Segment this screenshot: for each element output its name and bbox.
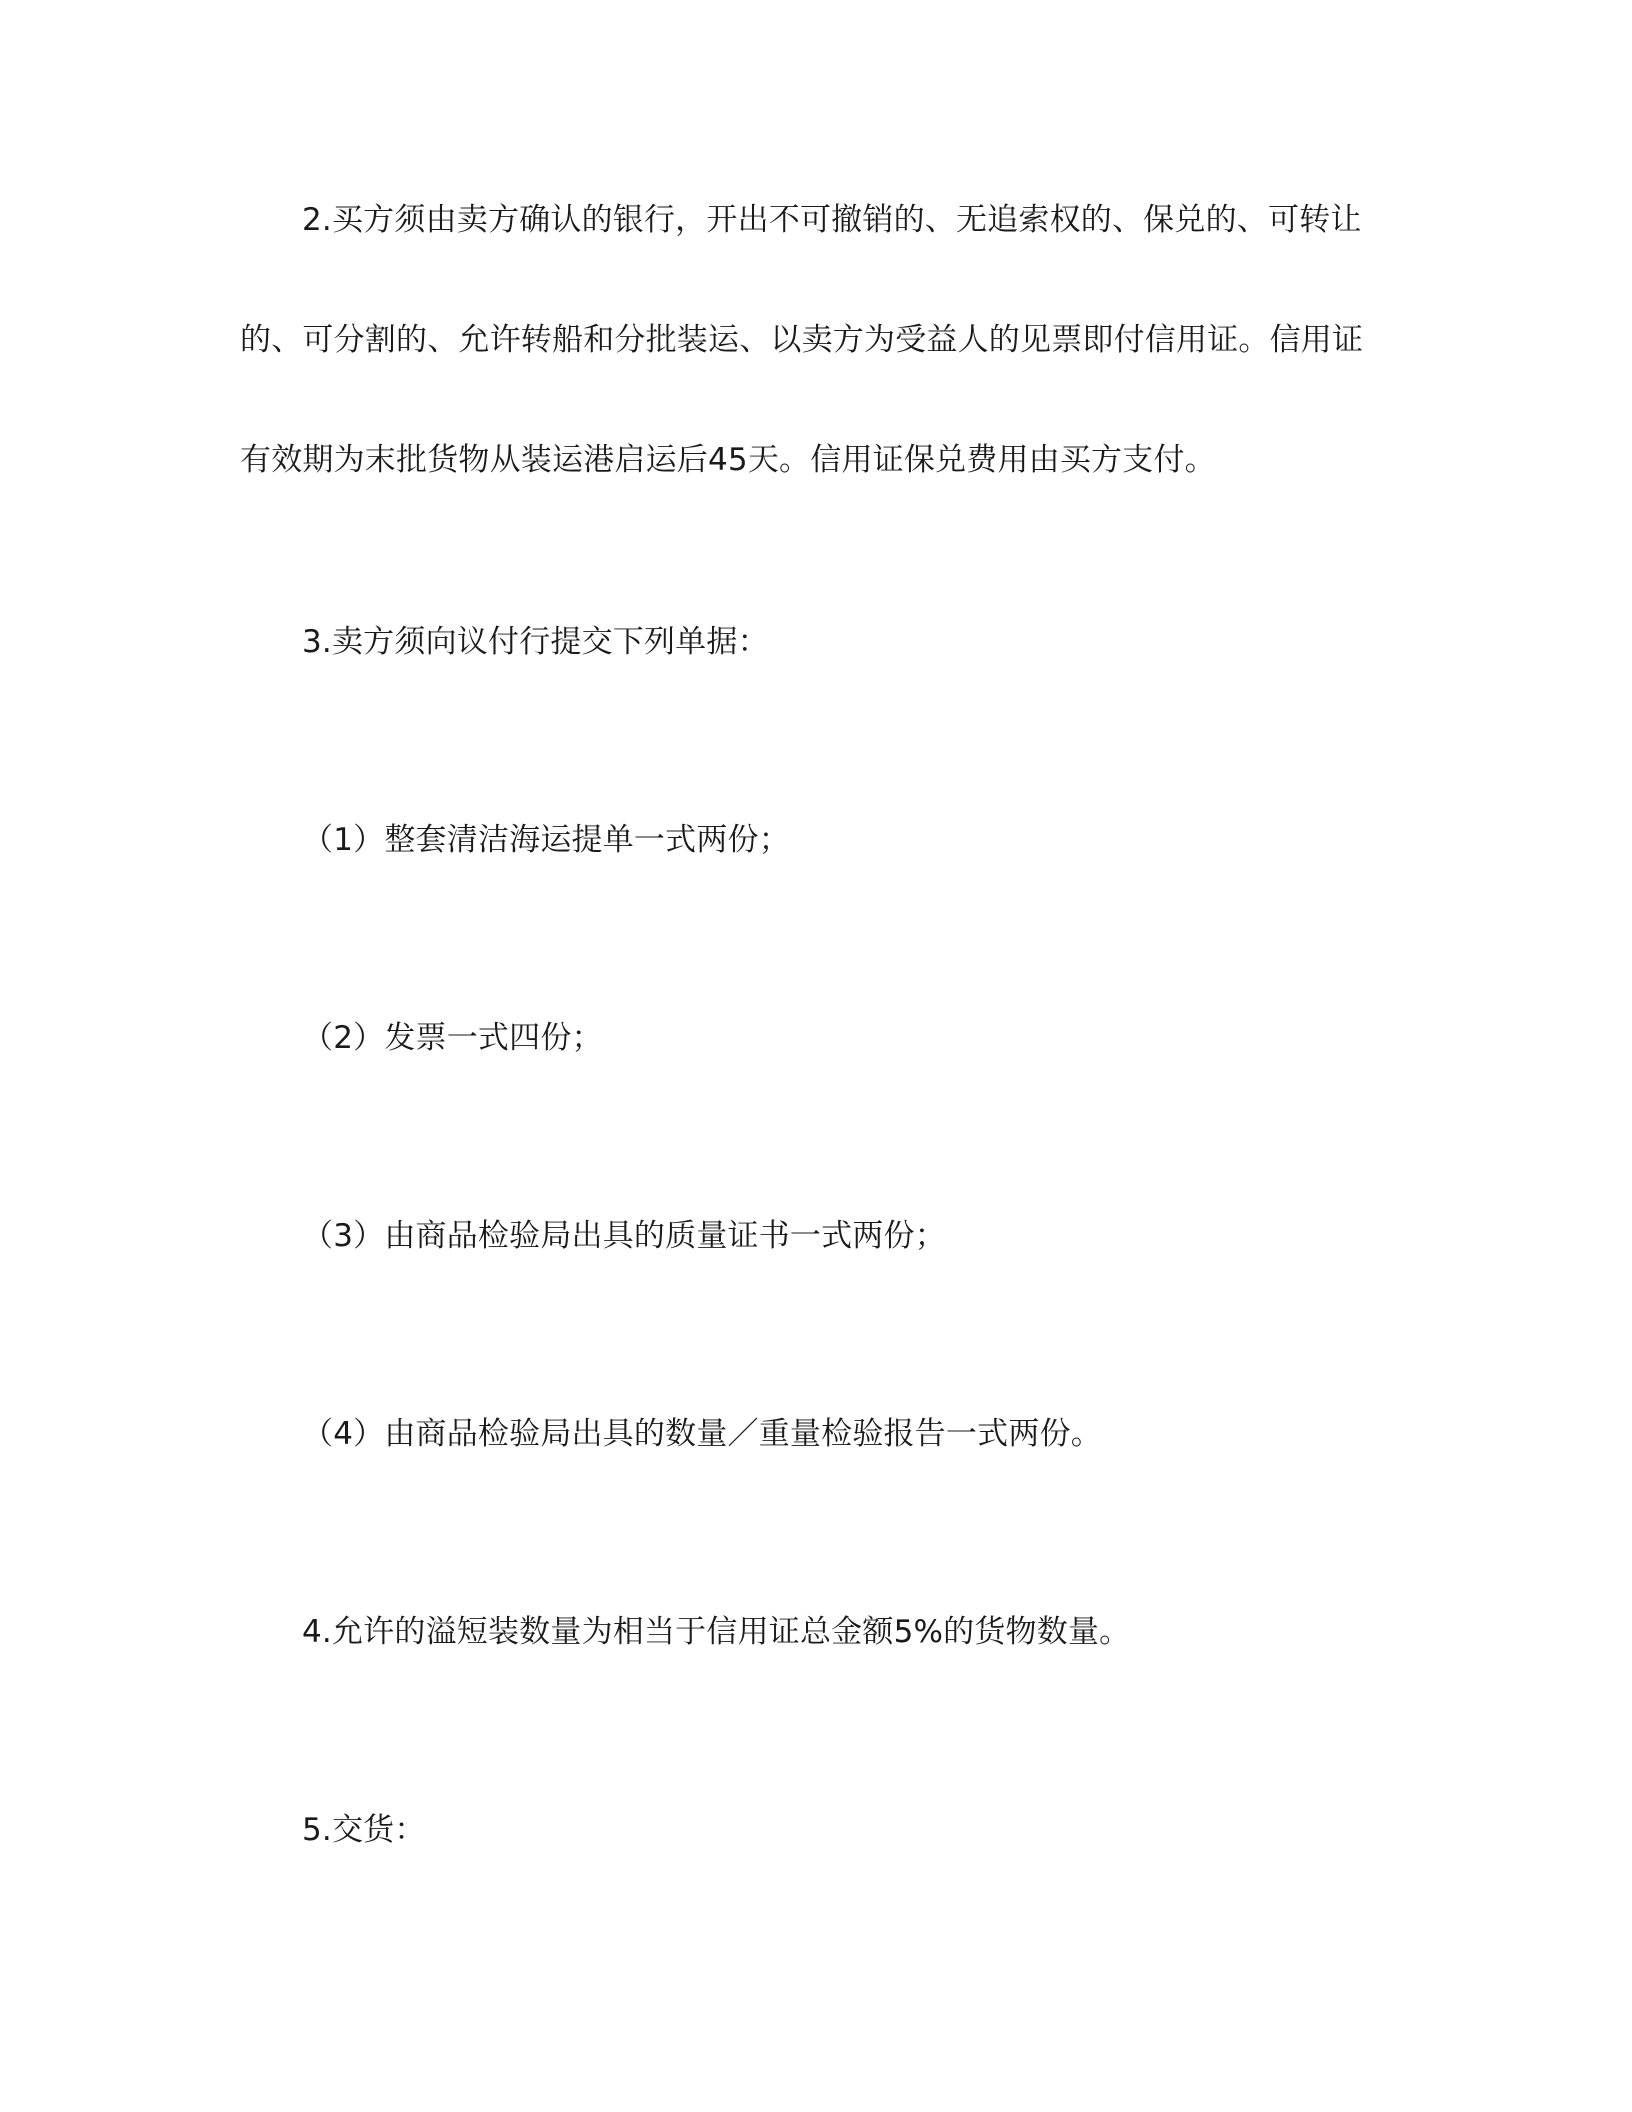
document-item-2: （2）发票一式四份； bbox=[302, 1020, 603, 1056]
clause-4-tolerance: 4.允许的溢短装数量为相当于信用证总金额5%的货物数量。 bbox=[302, 1614, 1131, 1650]
clause-2-payment-terms: 2.买方须由卖方确认的银行，开出不可撤销的、无追索权的、保兑的、可转让的、可分割的、允许转船和分批装运、以卖方为受益人的见票即付信用证。信用证有效期为末批货物从装运港启运后45天。信用证保兑费用由买方支付。 bbox=[240, 202, 1364, 478]
document-item-1: （1）整套清洁海运提单一式两份； bbox=[302, 822, 790, 858]
clause-3-documents-heading: 3.卖方须向议付行提交下列单据： bbox=[302, 624, 769, 660]
document-item-4: （4）由商品检验局出具的数量／重量检验报告一式两份。 bbox=[302, 1416, 1102, 1452]
document-item-3: （3）由商品检验局出具的质量证书一式两份； bbox=[302, 1218, 946, 1254]
clause-5-delivery-heading: 5.交货： bbox=[302, 1812, 426, 1848]
